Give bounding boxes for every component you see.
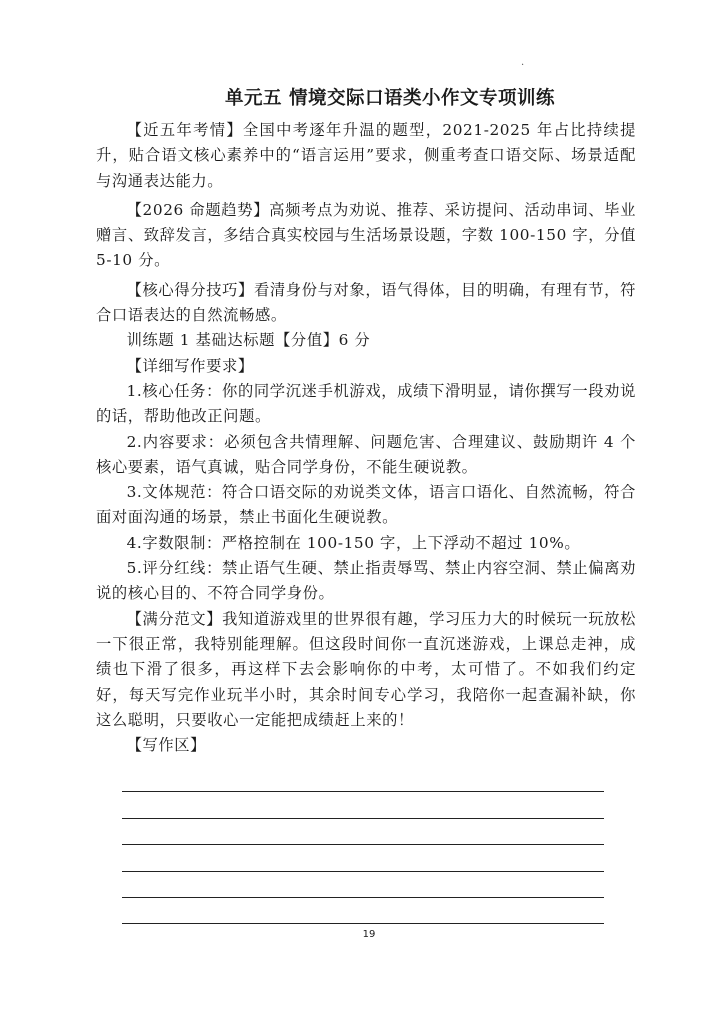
requirement-1: 1.核心任务：你的同学沉迷手机游戏，成绩下滑明显，请你撰写一段劝说的话，帮助他改正问题。 — [96, 381, 636, 426]
writing-line[interactable] — [122, 766, 604, 792]
writing-line[interactable] — [122, 898, 604, 924]
exercise-heading: 训练题 1 基础达标题【分值】6 分 — [126, 331, 371, 350]
writing-line[interactable] — [122, 845, 604, 871]
paragraph-scoring-tips: 【核心得分技巧】看清身份与对象，语气得体，目的明确，有理有节，符合口语表达的自然流畅感。 — [96, 280, 636, 325]
writing-area-lines[interactable] — [122, 766, 604, 924]
worksheet-page — [96, 84, 636, 758]
model-essay: 【满分范文】我知道游戏里的世界很有趣，学习压力大的时候玩一玩放松一下很正常，我特别能理解。但这段时间你一直沉迷游戏，上课总走神，成绩也下滑了很多，再这样下去会影响你的中考，太可惜了。不如我们约定好，每天写完作业玩半小时，其余时间专心学习，我陪你一起查漏补缺，你这么聪明，只要收心一定能把成绩赶上来的！ — [96, 609, 636, 729]
paragraph-2026-trend: 【2026 命题趋势】高频考点为劝说、推荐、采访提问、活动串词、毕业赠言、致辞发言，多结合真实校园与生活场景设题，字数 100-150 字，分值 5-10 分。 — [96, 200, 636, 270]
writing-line[interactable] — [122, 792, 604, 818]
page-number: 19 — [362, 929, 376, 940]
paragraph-exam-trend: 【近五年考情】全国中考逐年升温的题型，2021-2025 年占比持续提升，贴合语文核心素养中的“语言运用”要求，侧重考查口语交际、场景适配与沟通表达能力。 — [96, 121, 636, 190]
writing-area-heading: 【写作区】 — [126, 736, 207, 755]
requirement-2: 2.内容要求：必须包含共情理解、问题危害、合理建议、鼓励期许 4 个核心要素，语气真诚，贴合同学身份，不能生硬说教。 — [96, 432, 636, 476]
writing-line[interactable] — [122, 819, 604, 845]
stray-dot: . — [521, 57, 525, 68]
writing-line[interactable] — [122, 872, 604, 898]
requirement-4: 4.字数限制：严格控制在 100-150 字，上下浮动不超过 10%。 — [126, 533, 581, 552]
requirement-3: 3.文体规范：符合口语交际的劝说类文体，语言口语化、自然流畅，符合面对面沟通的场景，禁止书面化生硬说教。 — [96, 483, 636, 527]
requirements-heading: 【详细写作要求】 — [126, 356, 254, 375]
requirement-5: 5.评分红线：禁止语气生硬、禁止指责辱骂、禁止内容空洞、禁止偏离劝说的核心目的、不符合同学身份。 — [96, 559, 636, 603]
page-title: 单元五 情境交际口语类小作文专项训练 — [225, 88, 555, 109]
